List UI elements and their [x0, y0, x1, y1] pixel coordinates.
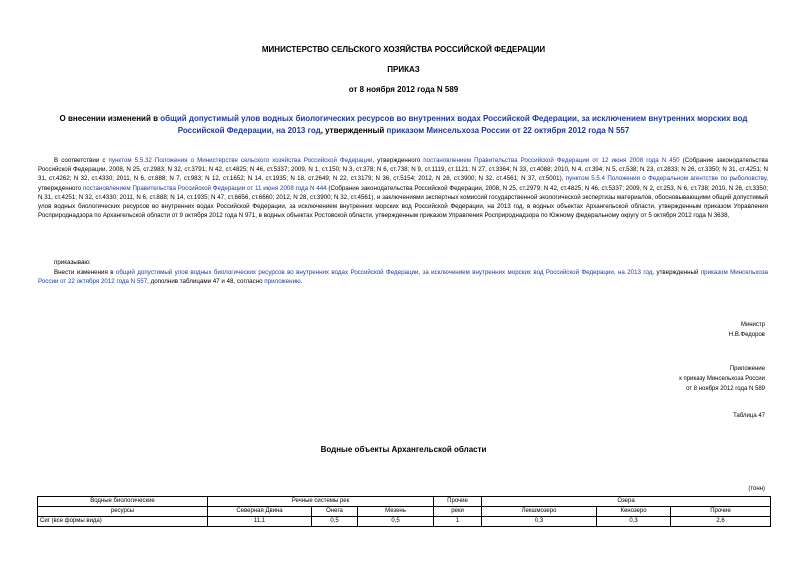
header-cell-lakes: Озера: [482, 497, 771, 507]
signature-position: Министр: [740, 322, 765, 328]
value-cell: 0,3: [482, 517, 597, 527]
appendix-line: Приложение: [729, 366, 765, 372]
subheader-cell: Прочие: [671, 507, 771, 517]
table-label: Таблица 47: [733, 413, 765, 419]
link-appendix[interactable]: приложению: [264, 278, 301, 286]
value-cell: 1: [434, 517, 482, 527]
appendix-line: от 8 ноября 2012 года N 589: [686, 386, 765, 392]
header-cell: ресурсы: [38, 507, 208, 517]
signature-name: Н.В.Федоров: [728, 332, 765, 338]
order-paragraph: [38, 268, 768, 286]
header-cell: Прочие: [434, 497, 482, 507]
ministry-name: МИНИСТЕРСТВО СЕЛЬСКОГО ХОЗЯЙСТВА РОССИЙСКОЙ ФЕДЕРАЦИИ: [261, 45, 546, 54]
table-header-row: [38, 497, 771, 507]
text: , дополнив таблицами 47 и 48, согласно: [147, 278, 265, 286]
appendix-block: [679, 364, 765, 394]
text: В соответствии с: [54, 157, 109, 164]
value-cell: 2,6: [671, 517, 771, 527]
link-regulation-5-5-32[interactable]: пунктом 5.5.32 Положения о Министерстве сельского хозяйства Российской Федерации: [108, 157, 373, 164]
link-resolution-444[interactable]: постановлением Правительства Российской Федерации от 11 июня 2008 года N 444: [82, 184, 327, 192]
subheader-cell: Лекшмозеро: [482, 507, 597, 517]
row-name-cell: Сиг (все формы вида): [38, 517, 208, 527]
value-cell: 0,3: [597, 517, 671, 527]
title-text: О внесении изменений в: [59, 114, 161, 123]
document-type: ПРИКАЗ: [387, 65, 420, 74]
header-cell-river-systems: Речные системы рек: [208, 497, 434, 507]
preamble-paragraph: [38, 156, 768, 220]
unit-label: (тонн): [748, 486, 765, 492]
text: .: [300, 278, 303, 286]
value-cell: 0,5: [312, 517, 358, 527]
subheader-cell: Северная Двина: [208, 507, 312, 517]
text: , утвержденного: [38, 175, 768, 192]
order-word: приказываю:: [54, 259, 91, 266]
title-link-order-557[interactable]: приказом Минсельхоза России от 22 октября 2012 года N 557: [386, 126, 630, 135]
value-cell: 11,1: [208, 517, 312, 527]
link-regulation-5-5-4[interactable]: пунктом 5.5.4 Положения о Федеральном агентстве по рыболовству: [565, 175, 767, 183]
link-tac-2013[interactable]: общий допустимый улов водных биологических ресурсов во внутренних водах Российской Федерации, за исключением внутренних морских вод Российской Федерации, на 2013 год: [115, 269, 653, 276]
header-cell: Водные биологические: [38, 497, 208, 507]
value-cell: 0,5: [358, 517, 434, 527]
text: , утвержденного: [372, 157, 424, 164]
text: (Собрание законодательства Российской Федерации, 2008, N 25, ст.2983; N 32, ст.3791; N 42, ст.4825; N 46, ст.5337; 2009, N 1, ст.150; N 3, ст.378; N 6, ст.738; N 9, ст.1119, ст.1121; N 27, ст.3364; N 33, ст.4088; 2010, N 4, ст.394; N 5, ст.538; N 23, ст.2833; N 26, ст.3350; N 31, ст.4251; N 31, ст.4262; N 32, ст.4330; 2011, N 6, ст.888; N 7, ст.983; N 12, ст.1652; N 14, ст.1935; N 18, ст.2649; N 22, ст.3179; N 36, ст.5154; 2012, N 28, ст.3900; N 32, ст.4561; N 37, ст.5001),: [38, 157, 768, 183]
section-title: Водные объекты Архангельской области: [320, 445, 487, 454]
document-date-number: от 8 ноября 2012 года N 589: [348, 85, 459, 94]
title-text: , утвержденный: [320, 126, 387, 135]
document-title: [46, 113, 761, 137]
subheader-cell: Кенозеро: [597, 507, 671, 517]
subheader-cell: Онега: [312, 507, 358, 517]
title-link-tac[interactable]: общий допустимый улов водных биологических ресурсов во внутренних водах Российской Федерации, за исключением внутренних морских вод Российской Федерации, на 2013 год: [160, 114, 748, 135]
appendix-line: к приказу Минсельхоза России: [679, 376, 765, 382]
link-resolution-450[interactable]: постановлением Правительства Российской Федерации от 12 июня 2008 года N 450: [423, 157, 680, 164]
text: (Собрание законодательства Российской Федерации, 2008, N 25, ст.2979; N 42, ст.4825; N 46, ст.5337; 2009, N 2, ст.253, N 6, ст.738; 2010, N 26, ст.3350; N 31, ст.4251; N 32, ст.4330; 2011, N 6, ст.888; N 14, ст.1935; N 47, ст.6656, ст.6660; 2012, N 28, ст.3900; N 32, ст.4561), и заключениями экспертных комиссий государственной экологической экспертизы материалов, обосновывающими общий допустимый улов водных биологических ресурсов во внутренних водах Российской Федерации, за исключением внутренних морских вод Российской Федерации, на 2013 год, в водных объектах Архангельской области, утвержденным приказом Управления Росприроднадзора по Архангельской области от 9 октября 2012 года N 971, в водных объектах Ростовской области, утвержденным приказом Управления Росприроднадзора по Южному федеральному округу от 5 октября 2012 года N 3638,: [38, 184, 768, 220]
subheader-cell: Мезень: [358, 507, 434, 517]
table-subheader-row: [38, 507, 771, 517]
table-row: [38, 517, 771, 527]
text: , утвержденный: [652, 269, 701, 276]
tac-table: [37, 496, 771, 527]
text: Внести изменения в: [54, 269, 116, 276]
signature-block: [729, 320, 765, 340]
link-order-557[interactable]: приказом Минсельхоза России от 22 октября 2012 года N 557: [38, 269, 769, 286]
header-cell: реки: [434, 507, 482, 517]
